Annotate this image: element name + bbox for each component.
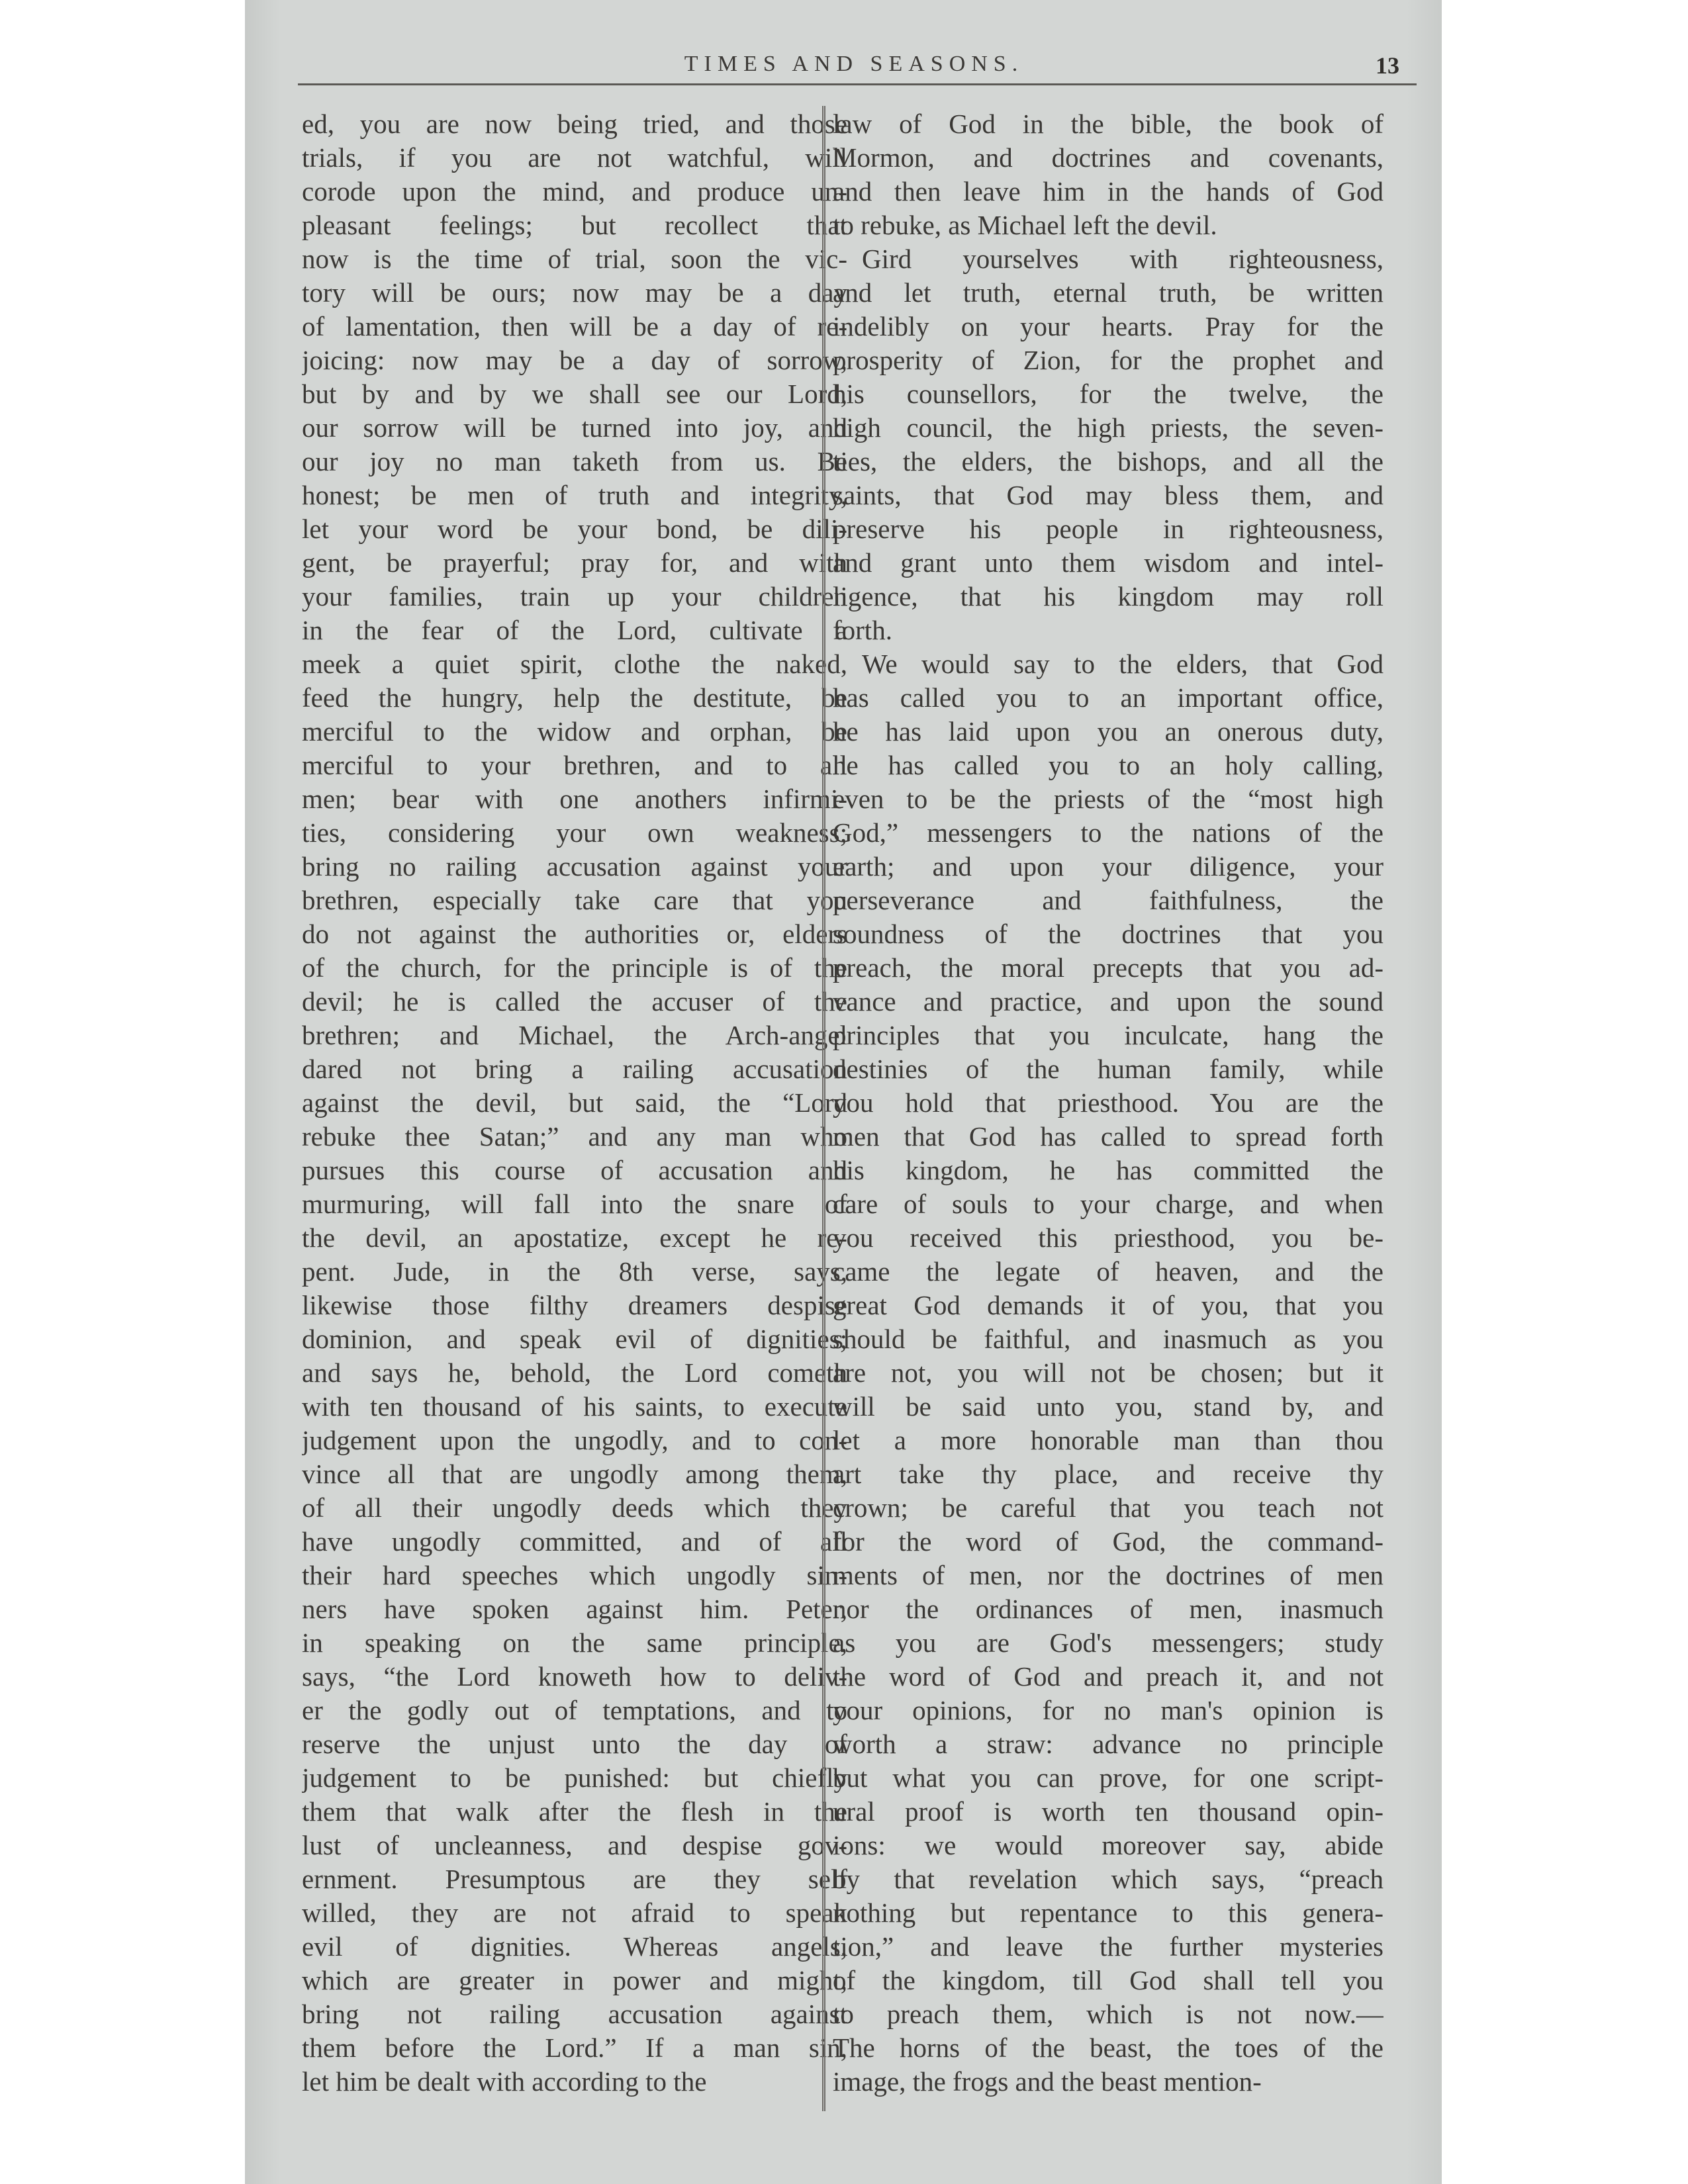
text-line: high council, the high priests, the seven- (833, 412, 1383, 443)
text-line: them before the Lord.” If a man sin, (302, 2032, 847, 2063)
text-line: murmuring, will fall into the snare of (302, 1189, 847, 1219)
text-line: nor the ordinances of men, inasmuch (833, 1594, 1383, 1624)
text-line: men that God has called to spread forth (833, 1121, 1383, 1152)
text-line: pent. Jude, in the 8th verse, says, (302, 1256, 847, 1287)
text-line: The horns of the beast, the toes of the (833, 2032, 1383, 2063)
text-line: let your word be your bond, be dili- (302, 514, 847, 544)
text-line: preach, the moral precepts that you ad- (833, 952, 1383, 983)
text-line: as you are God's messengers; study (833, 1627, 1383, 1658)
text-line: brethren; and Michael, the Arch-angel (302, 1020, 847, 1050)
text-line: willed, they are not afraid to speak (302, 1897, 847, 1928)
text-line: merciful to the widow and orphan, be (302, 716, 847, 747)
text-line: he has called you to an holy calling, (833, 750, 1383, 780)
text-line: and says he, behold, the Lord cometh (302, 1357, 847, 1388)
text-line: earth; and upon your diligence, your (833, 851, 1383, 882)
text-line: art take thy place, and receive thy (833, 1459, 1383, 1489)
text-line: of lamentation, then will be a day of re- (302, 311, 847, 341)
text-line: against the devil, but said, the “Lord (302, 1087, 847, 1118)
text-line: ed, you are now being tried, and those (302, 109, 847, 139)
text-line: crown; be careful that you teach not (833, 1492, 1383, 1523)
text-line: devil; he is called the accuser of the (302, 986, 847, 1017)
text-line: ties, considering your own weakness; (302, 817, 847, 848)
text-line: reserve the unjust unto the day of (302, 1729, 847, 1759)
text-line: forth. (833, 615, 892, 645)
text-line: care of souls to your charge, and when (833, 1189, 1383, 1219)
scanned-page (245, 0, 1442, 2184)
text-line: your opinions, for no man's opinion is (833, 1695, 1383, 1725)
text-line: ural proof is worth ten thousand opin- (833, 1796, 1383, 1827)
text-line: merciful to your brethren, and to all (302, 750, 847, 780)
text-line: for the word of God, the command- (833, 1526, 1383, 1557)
text-line: of all their ungodly deeds which they (302, 1492, 847, 1523)
text-line: our joy no man taketh from us. Be (302, 446, 847, 477)
text-line: their hard speeches which ungodly sin- (302, 1560, 847, 1590)
text-line: of the kingdom, till God shall tell you (833, 1965, 1383, 1995)
text-line: tory will be ours; now may be a day (302, 277, 847, 308)
text-line: law of God in the bible, the book of (833, 109, 1383, 139)
text-line: meek a quiet spirit, clothe the naked, (302, 649, 847, 679)
text-line: are not, you will not be chosen; but it (833, 1357, 1383, 1388)
text-line: came the legate of heaven, and the (833, 1256, 1383, 1287)
text-line: brethren, especially take care that you (302, 885, 847, 915)
page-number: 13 (1376, 52, 1399, 79)
text-line: even to be the priests of the “most high (833, 784, 1383, 814)
text-line: dominion, and speak evil of dignities; (302, 1324, 847, 1354)
text-line: God,” messengers to the nations of the (833, 817, 1383, 848)
text-line: his counsellors, for the twelve, the (833, 379, 1383, 409)
text-line: ties, the elders, the bishops, and all the (833, 446, 1383, 477)
text-line: the word of God and preach it, and not (833, 1661, 1383, 1692)
text-line: says, “the Lord knoweth how to deliv- (302, 1661, 847, 1692)
text-line: to rebuke, as Michael left the devil. (833, 210, 1217, 240)
text-line: which are greater in power and might, (302, 1965, 847, 1995)
text-line: to preach them, which is not now.— (833, 1999, 1383, 2029)
text-line: bring no railing accusation against your (302, 851, 847, 882)
text-line: will be said unto you, stand by, and (833, 1391, 1383, 1422)
text-line: has called you to an important office, (833, 682, 1383, 713)
page-header (298, 48, 1410, 87)
text-line: Gird yourselves with righteousness, (862, 244, 1383, 274)
text-line: gent, be prayerful; pray for, and with (302, 547, 847, 578)
text-line: honest; be men of truth and integrity, (302, 480, 847, 510)
text-line: nothing but repentance to this genera- (833, 1897, 1383, 1928)
text-line: judgement upon the ungodly, and to con- (302, 1425, 847, 1455)
text-line: let him be dealt with according to the (302, 2066, 707, 2097)
text-line: his kingdom, he has committed the (833, 1155, 1383, 1185)
text-line: in speaking on the same principle, (302, 1627, 847, 1658)
column-divider (822, 106, 825, 2111)
text-line: judgement to be punished: but chiefly (302, 1762, 847, 1793)
right-text-column (833, 107, 1383, 2106)
text-line: them that walk after the flesh in the (302, 1796, 847, 1827)
text-line: your families, train up your children (302, 581, 847, 612)
text-line: indelibly on your hearts. Pray for the (833, 311, 1383, 341)
header-rule (298, 83, 1417, 85)
text-line: joicing: now may be a day of sorrow, (302, 345, 847, 375)
text-line: worth a straw: advance no principle (833, 1729, 1383, 1759)
text-line: er the godly out of temptations, and to (302, 1695, 847, 1725)
text-line: with ten thousand of his saints, to execute (302, 1391, 847, 1422)
text-line: pleasant feelings; but recollect that (302, 210, 847, 240)
text-line: likewise those filthy dreamers despise (302, 1290, 847, 1320)
left-text-column (302, 107, 847, 2106)
running-title: TIMES AND SEASONS. (684, 52, 1024, 76)
text-line: principles that you inculcate, hang the (833, 1020, 1383, 1050)
text-line: should be faithful, and inasmuch as you (833, 1324, 1383, 1354)
text-line: in the fear of the Lord, cultivate a (302, 615, 847, 645)
text-line: pursues this course of accusation and (302, 1155, 847, 1185)
text-line: vance and practice, and upon the sound (833, 986, 1383, 1017)
text-line: you received this priesthood, you be- (833, 1222, 1383, 1253)
text-line: feed the hungry, help the destitute, be (302, 682, 847, 713)
text-line: have ungodly committed, and of all (302, 1526, 847, 1557)
text-line: dared not bring a railing accusation (302, 1054, 847, 1084)
text-line: but what you can prove, for one script- (833, 1762, 1383, 1793)
text-line: vince all that are ungodly among them, (302, 1459, 847, 1489)
text-line: trials, if you are not watchful, will (302, 142, 847, 173)
text-line: and then leave him in the hands of God (833, 176, 1383, 206)
text-line: We would say to the elders, that God (862, 649, 1383, 679)
text-line: evil of dignities. Whereas angels, (302, 1931, 847, 1962)
text-line: preserve his people in righteousness, (833, 514, 1383, 544)
text-line: corode upon the mind, and produce un- (302, 176, 847, 206)
text-line: Mormon, and doctrines and covenants, (833, 142, 1383, 173)
text-line: ernment. Presumptous are they self (302, 1864, 847, 1894)
text-line: of the church, for the principle is of the (302, 952, 847, 983)
text-line: by that revelation which says, “preach (833, 1864, 1383, 1894)
left-margin (0, 0, 245, 2184)
text-line: bring not railing accusation against (302, 1999, 847, 2029)
text-line: men; bear with one anothers infirmi- (302, 784, 847, 814)
text-line: destinies of the human family, while (833, 1054, 1383, 1084)
right-margin (1442, 0, 1688, 2184)
text-line: and let truth, eternal truth, be written (833, 277, 1383, 308)
text-line: he has laid upon you an onerous duty, (833, 716, 1383, 747)
text-line: let a more honorable man than thou (833, 1425, 1383, 1455)
text-line: but by and by we shall see our Lord, (302, 379, 847, 409)
text-line: ions: we would moreover say, abide (833, 1830, 1383, 1860)
text-line: tion,” and leave the further mysteries (833, 1931, 1383, 1962)
text-line: ligence, that his kingdom may roll (833, 581, 1383, 612)
text-line: our sorrow will be turned into joy, and (302, 412, 847, 443)
text-line: ments of men, nor the doctrines of men (833, 1560, 1383, 1590)
text-line: do not against the authorities or, elders (302, 919, 847, 949)
text-line: soundness of the doctrines that you (833, 919, 1383, 949)
text-line: you hold that priesthood. You are the (833, 1087, 1383, 1118)
text-line: prosperity of Zion, for the prophet and (833, 345, 1383, 375)
text-line: now is the time of trial, soon the vic- (302, 244, 847, 274)
text-line: great God demands it of you, that you (833, 1290, 1383, 1320)
text-line: the devil, an apostatize, except he re- (302, 1222, 847, 1253)
text-line: saints, that God may bless them, and (833, 480, 1383, 510)
text-line: perseverance and faithfulness, the (833, 885, 1383, 915)
text-line: image, the frogs and the beast mention- (833, 2066, 1262, 2097)
text-line: ners have spoken against him. Peter, (302, 1594, 847, 1624)
text-line: lust of uncleanness, and despise gov- (302, 1830, 847, 1860)
text-line: rebuke thee Satan;” and any man who (302, 1121, 847, 1152)
text-line: and grant unto them wisdom and intel- (833, 547, 1383, 578)
